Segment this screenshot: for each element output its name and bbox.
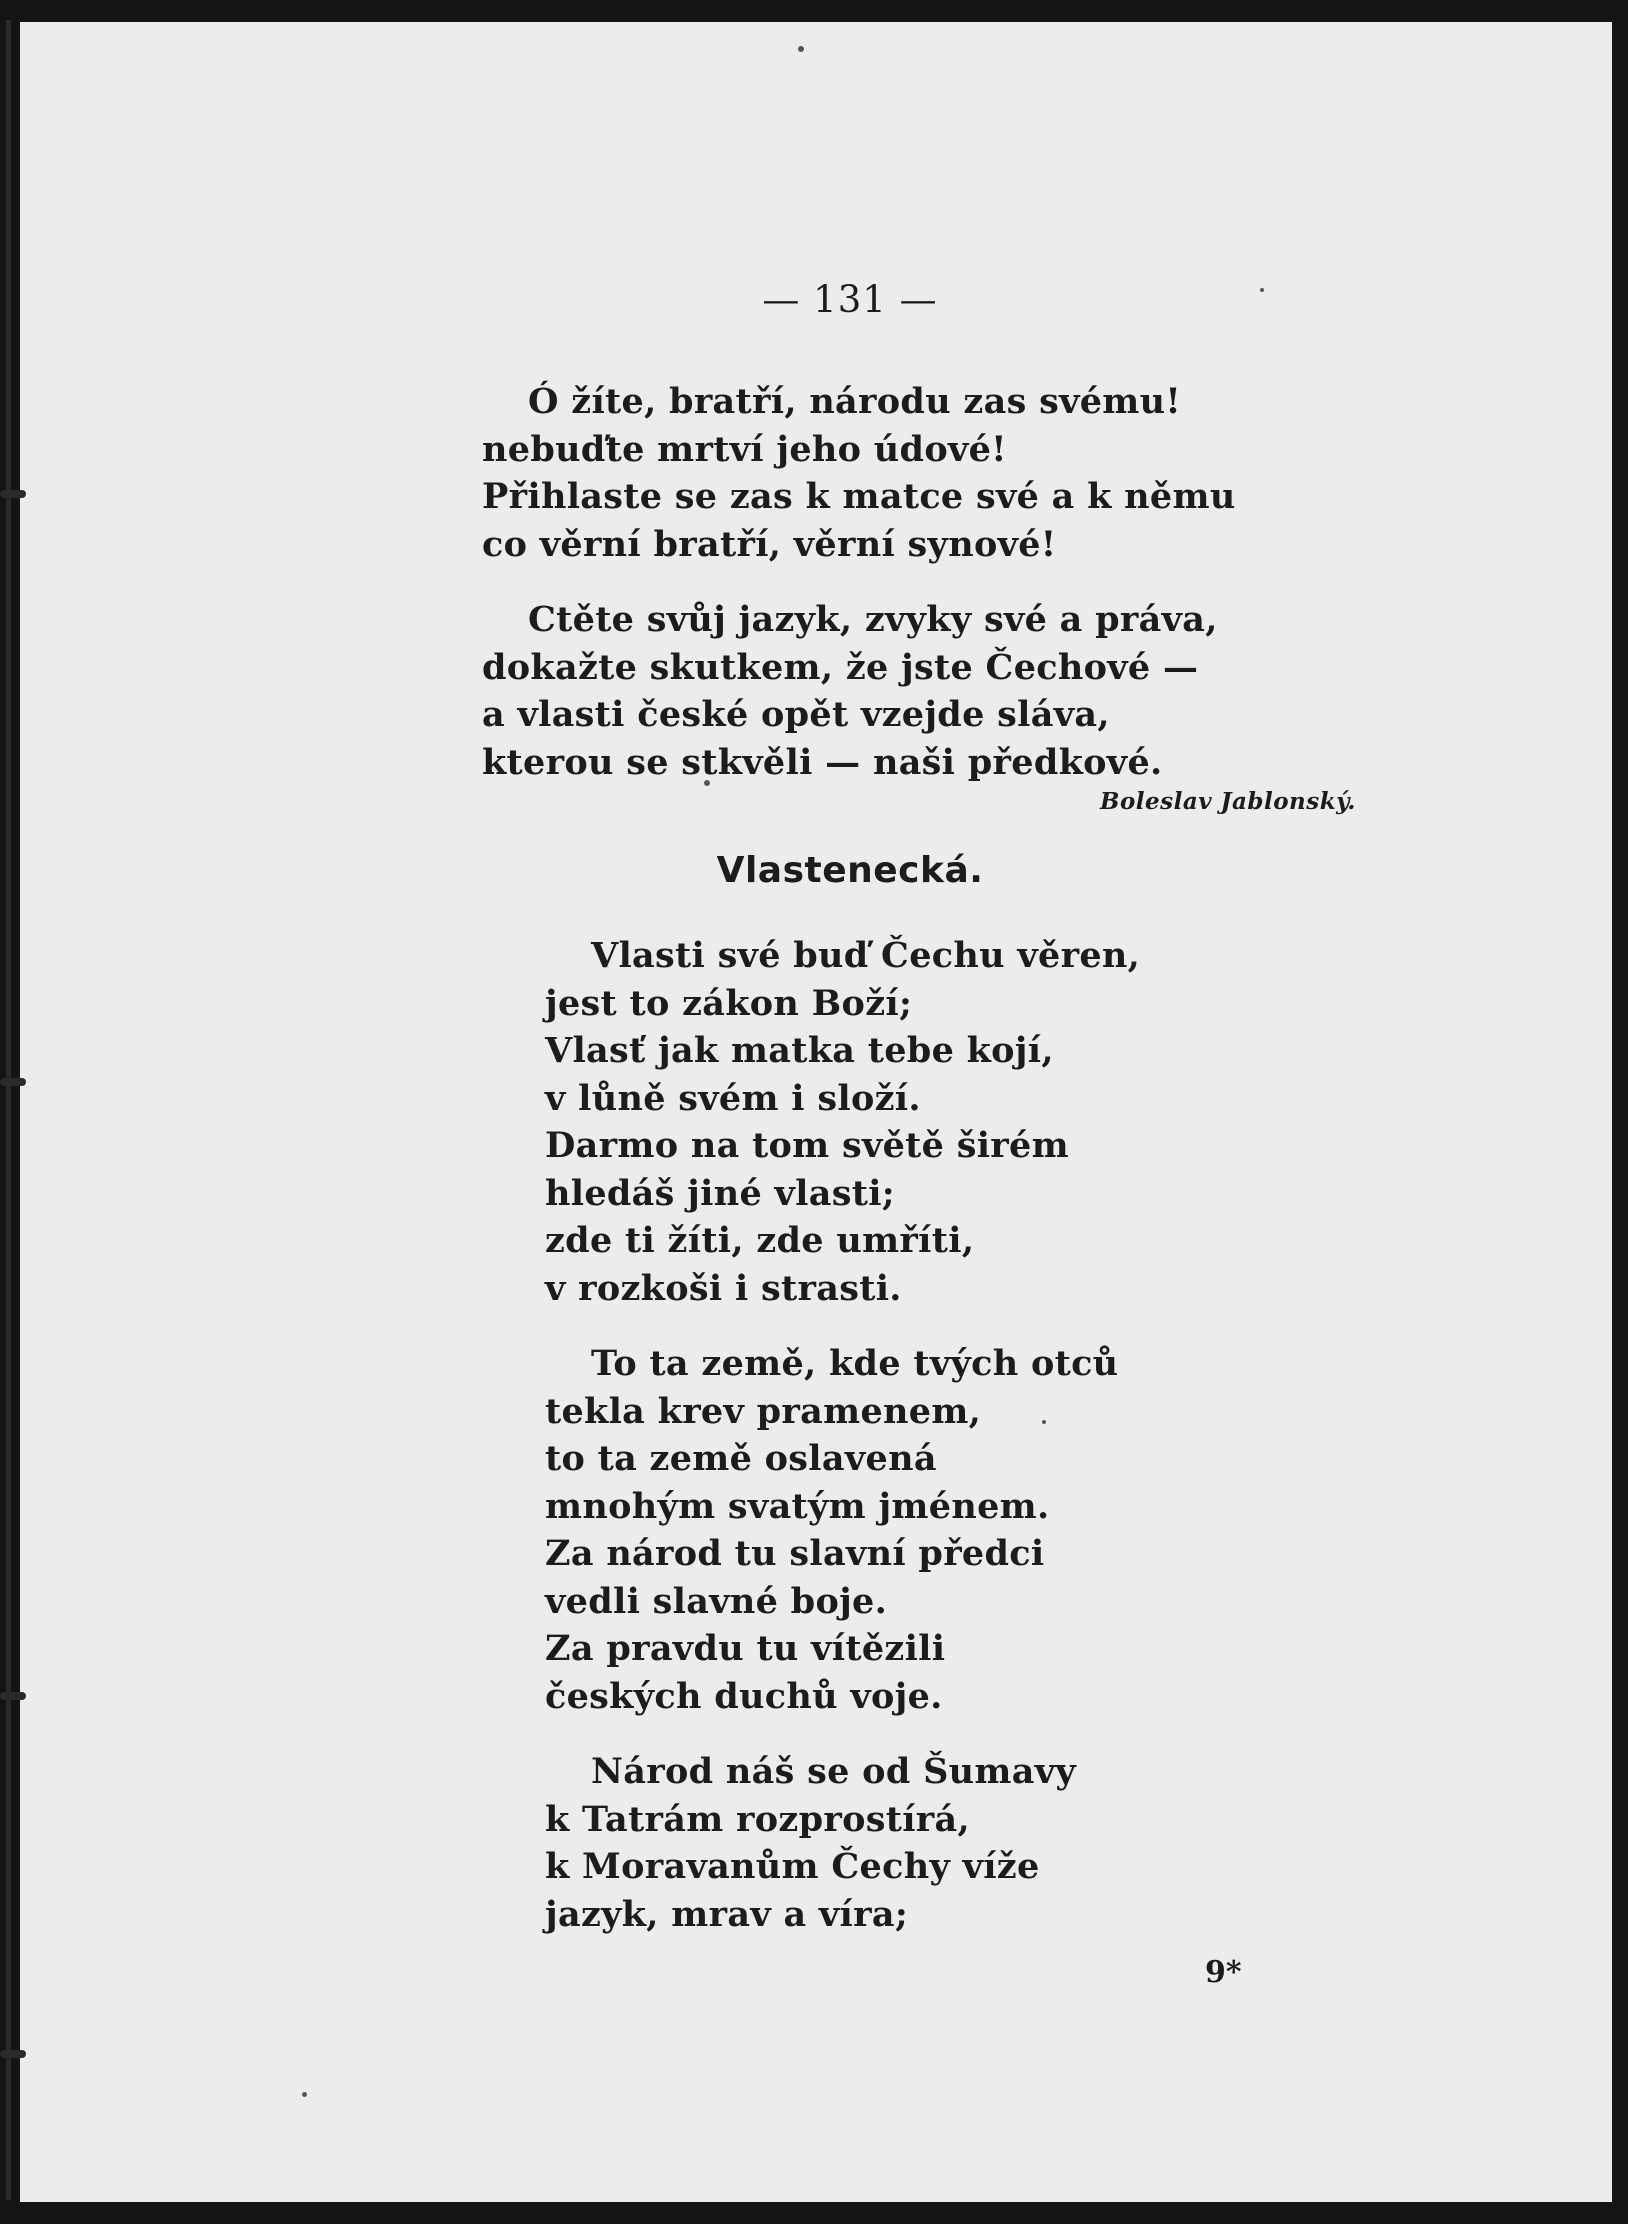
poem-line: vedli slavné boje. (545, 1580, 888, 1622)
poem-2-body (545, 932, 1140, 1966)
poem-line: Za pravdu tu vítězili (545, 1628, 946, 1669)
poem-2-stanza (545, 1340, 1140, 1720)
poem-line: a vlasti české opět vzejde sláva, (482, 694, 1110, 735)
signature-mark: 9* (1205, 1955, 1242, 1990)
poem-line: Vlasť jak matka tebe kojí, (545, 1030, 1054, 1071)
poem-line: Vlasti své buď Čechu věren, (591, 935, 1141, 976)
poem-line: Ctěte svůj jazyk, zvyky své a práva, (528, 599, 1218, 640)
poem-line: kterou se stkvěli — naši předkové. (482, 741, 1163, 783)
binding-tick (0, 1692, 26, 1700)
poem-2-stanza (545, 1748, 1140, 1938)
poem-line: v rozkoši i strasti. (545, 1267, 902, 1309)
poem-line: zde ti žíti, zde umříti, (545, 1220, 975, 1261)
binding-tick (0, 2050, 26, 2058)
poem-2-stanza (545, 932, 1140, 1312)
binding-tick (0, 490, 26, 498)
poem-line: dokažte skutkem, že jste Čechové — (482, 646, 1199, 688)
poem-1-stanza (482, 378, 1236, 568)
poem-line: k Moravanům Čechy víže (545, 1846, 1040, 1887)
poem-line: co věrní bratří, věrní synové! (482, 523, 1057, 565)
poem-line: mnohým svatým jménem. (545, 1485, 1050, 1527)
poem-line: Přihlaste se zas k matce své a k němu (482, 476, 1236, 517)
poem-line: v lůně svém i složí. (545, 1077, 921, 1119)
poem-1-author: Boleslav Jablonský. (1100, 788, 1356, 815)
poem-line: To ta země, kde tvých otců (591, 1343, 1119, 1384)
poem-1-body (482, 378, 1236, 814)
poem-1-stanza (482, 596, 1236, 786)
binding-tick (0, 1078, 26, 1086)
poem-line: jazyk, mrav a víra; (545, 1893, 909, 1935)
poem-line: to ta země oslavená (545, 1438, 937, 1479)
poem-line: hledáš jiné vlasti; (545, 1172, 896, 1214)
poem-line: Za národ tu slavní předci (545, 1533, 1045, 1574)
poem-line: Ó žíte, bratří, národu zas svému! (528, 381, 1182, 422)
poem-line: tekla krev pramenem, (545, 1390, 982, 1432)
poem-line: jest to zákon Boží; (545, 982, 913, 1024)
binding-edge (6, 20, 11, 2200)
poem-line: nebuďte mrtví jeho údové! (482, 428, 1007, 470)
dust-speck (302, 2092, 307, 2097)
poem-line: Darmo na tom světě širém (545, 1125, 1069, 1166)
dust-speck (798, 46, 804, 52)
poem-line: k Tatrám rozprostírá, (545, 1798, 971, 1840)
poem-2-title: Vlastenecká. (716, 850, 984, 891)
poem-line: Národ náš se od Šumavy (591, 1751, 1076, 1792)
poem-line: českých duchů voje. (545, 1675, 943, 1717)
page-number: — 131 — (762, 278, 938, 321)
